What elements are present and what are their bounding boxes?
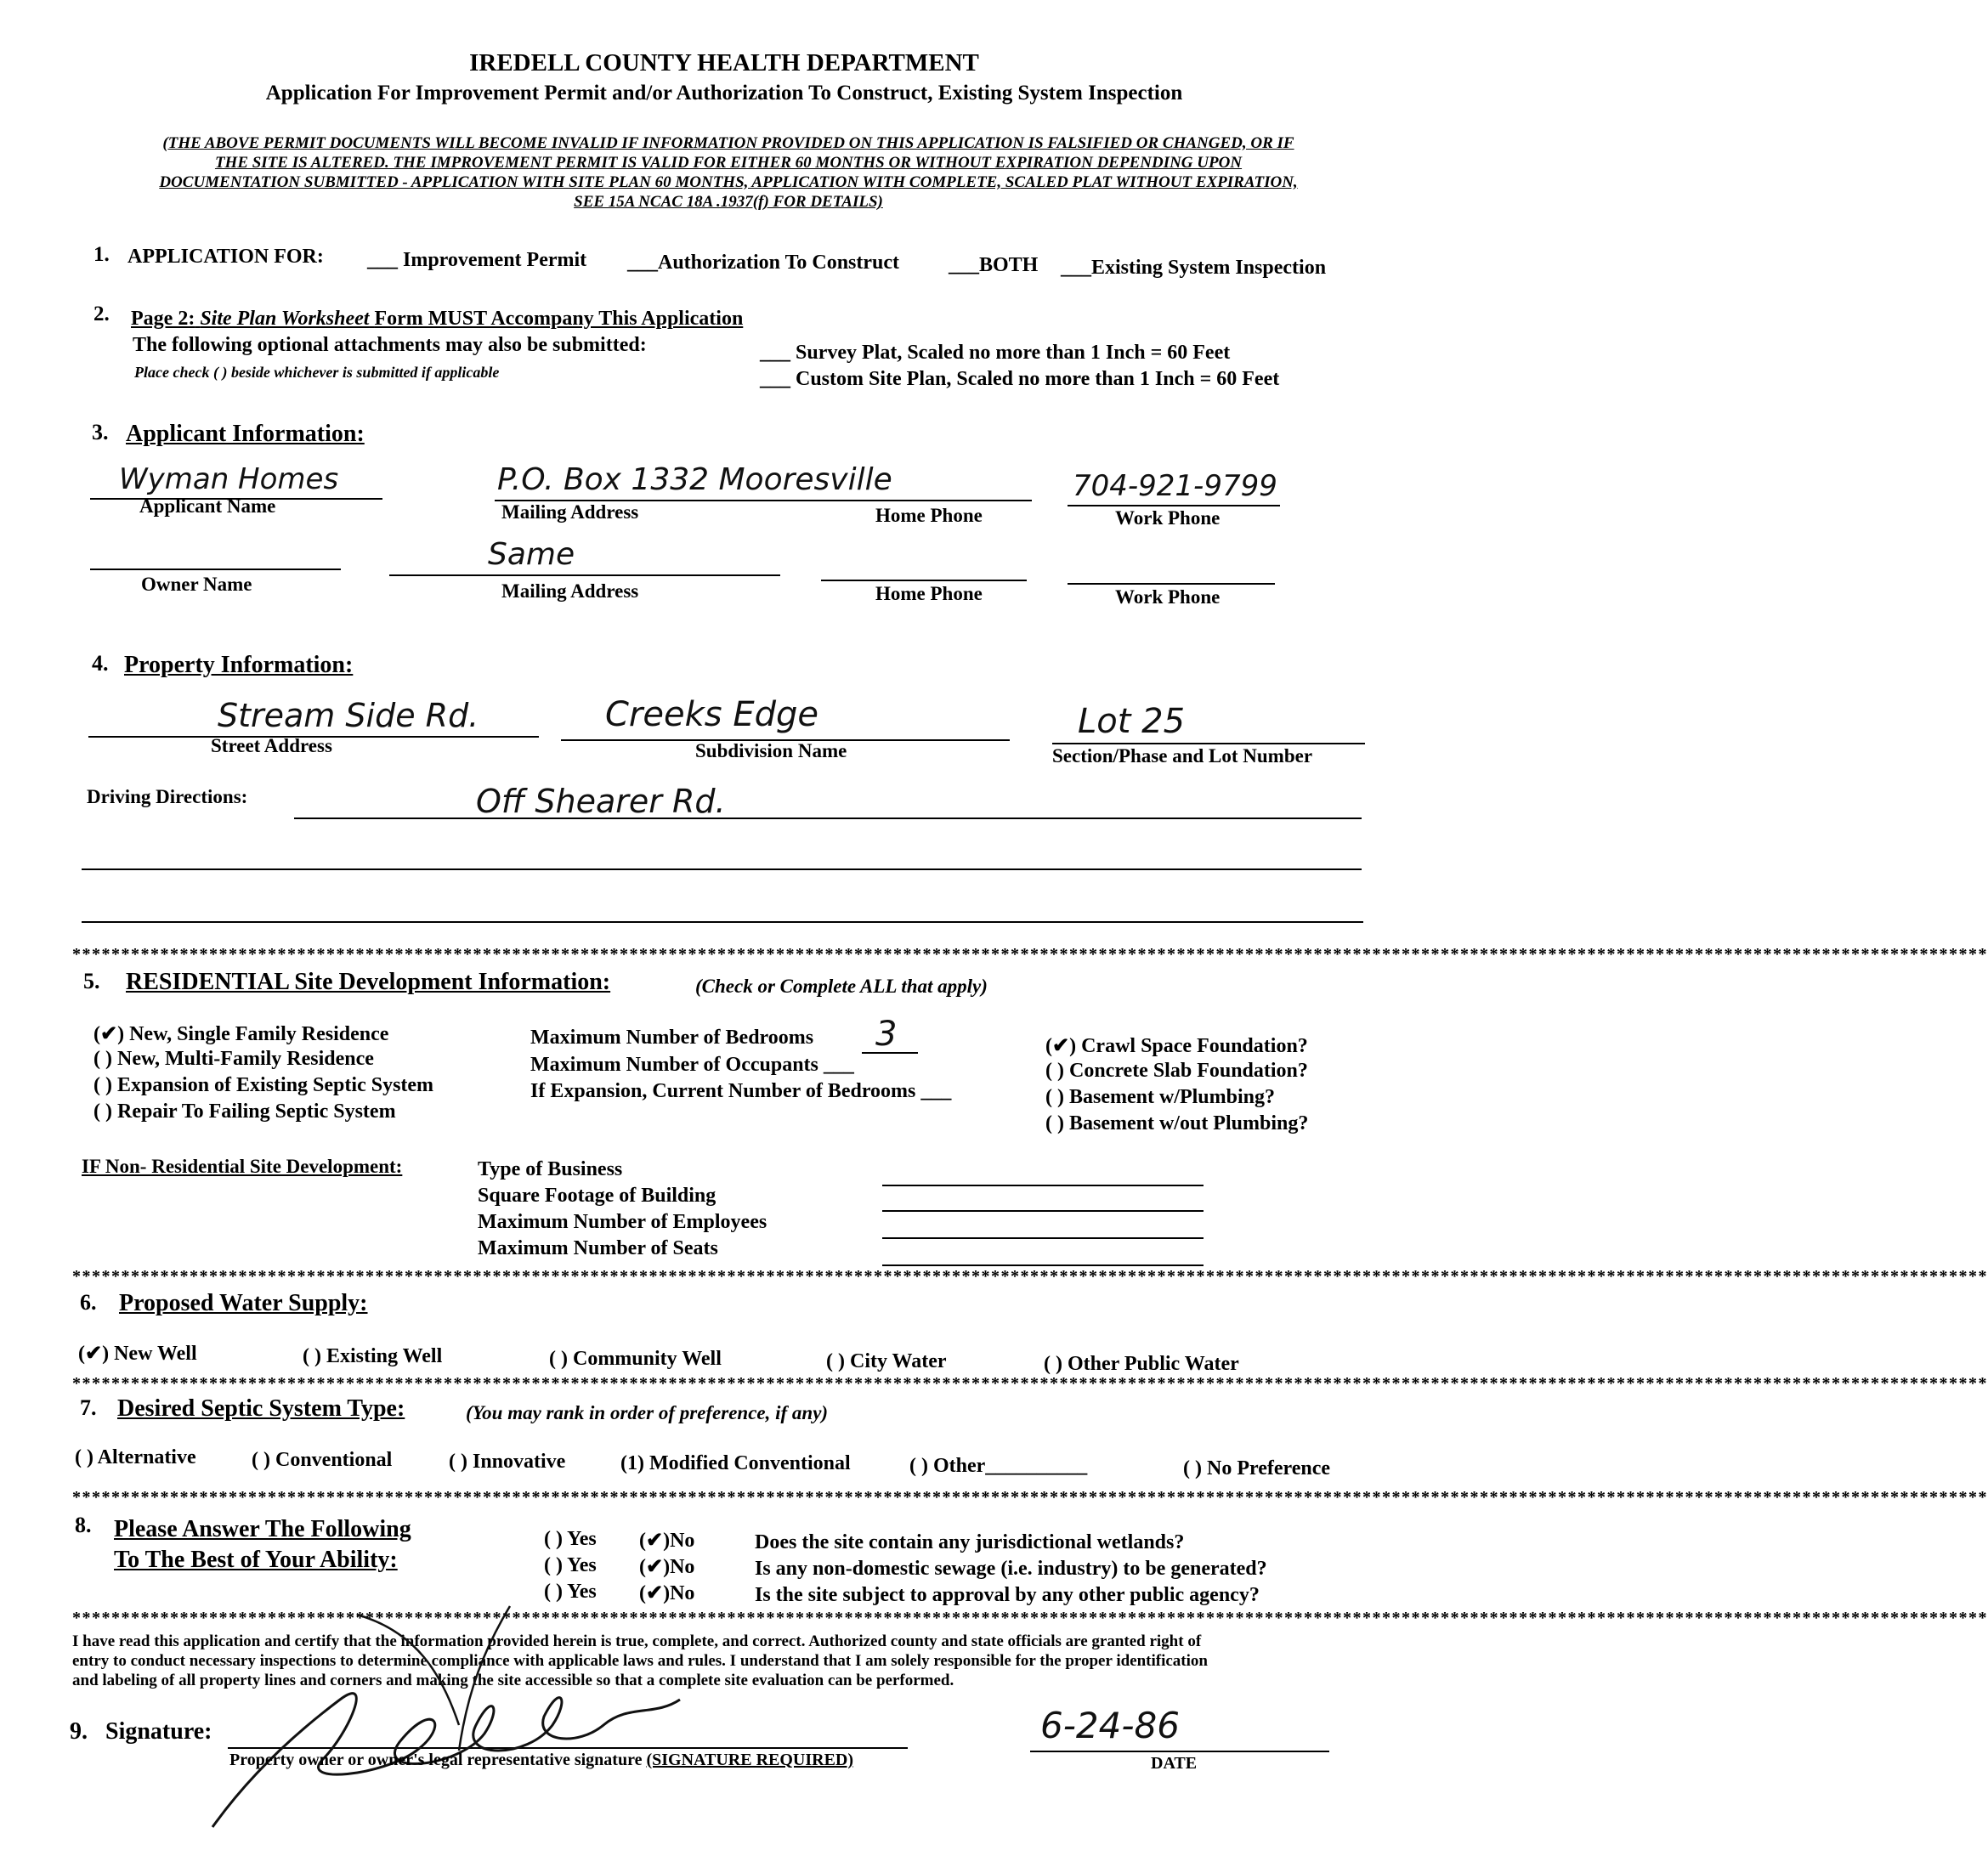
square-footage-label: Square Footage of Building: [478, 1185, 716, 1207]
owner-name-label: Owner Name: [141, 574, 252, 595]
owner-mailing-label: Mailing Address: [501, 580, 639, 602]
s2-note: Place check ( ) beside whichever is submitted if applicable: [134, 364, 500, 381]
s2-page2-prefix: Page 2:: [131, 308, 195, 330]
s1-number: 1.: [93, 243, 110, 266]
foundation-check-mark: ( ): [1045, 1112, 1064, 1134]
foundation-check-mark: ( ): [1045, 1060, 1064, 1082]
s3-title: Applicant Information:: [126, 421, 365, 447]
expansion-bedrooms-label[interactable]: If Expansion, Current Number of Bedrooms ___: [530, 1080, 952, 1102]
s5-subtitle: (Check or Complete ALL that apply): [695, 976, 988, 997]
subdivision-value[interactable]: Creeks Edge: [605, 695, 818, 734]
foundation-label: Basement w/Plumbing?: [1068, 1086, 1275, 1108]
driving-directions-label: Driving Directions:: [87, 786, 248, 807]
septic-option-label: Innovative: [472, 1451, 566, 1473]
s3-number: 3.: [92, 420, 109, 444]
s2-optional-text: The following optional attachments may also be submitted:: [133, 334, 647, 356]
s8-number: 8.: [75, 1513, 92, 1537]
water-check-mark: ( ): [1044, 1353, 1062, 1375]
septic-option-alternative[interactable]: [75, 1446, 196, 1469]
septic-mark: ( ): [1183, 1457, 1202, 1479]
s1-option-authorization[interactable]: ___Authorization To Construct: [627, 252, 900, 274]
applicant-name-value[interactable]: Wyman Homes: [119, 462, 339, 496]
owner-name-line: [90, 569, 341, 570]
date-line: [1030, 1751, 1329, 1752]
septic-option-label: Modified Conventional: [649, 1452, 851, 1474]
septic-option-modified-conventional[interactable]: [620, 1452, 851, 1475]
owner-mailing-value[interactable]: Same: [488, 537, 575, 572]
s4-number: 4.: [92, 651, 109, 676]
certification-line-1: I have read this application and certify that the information provided herein is true, complete, and correct. Authorized county and state officials are granted right of: [72, 1632, 1202, 1650]
res-check-mark: ( ): [93, 1074, 112, 1096]
foundation-label: Basement w/out Plumbing?: [1068, 1112, 1309, 1134]
q3-text: Is the site subject to approval by any other public agency?: [755, 1584, 1260, 1606]
work-phone-value[interactable]: 704-921-9799: [1073, 469, 1277, 503]
directions-line-1: [294, 818, 1362, 819]
s9-number: 9.: [70, 1718, 88, 1745]
foundation-label: Concrete Slab Foundation?: [1068, 1060, 1308, 1082]
foundation-basement-no-plumbing[interactable]: [1045, 1112, 1308, 1135]
separator-3: ****************************************************************************************************************************************************************************************************: [72, 1374, 1988, 1393]
q2-text: Is any non-domestic sewage (i.e. industry) to be generated?: [755, 1558, 1267, 1580]
signature-label: Signature:: [105, 1718, 212, 1745]
q2-no[interactable]: (✔)No: [639, 1556, 695, 1578]
s5-number: 5.: [83, 969, 100, 993]
water-option-existing-well[interactable]: [303, 1345, 442, 1368]
street-address-label: Street Address: [211, 735, 332, 756]
septic-mark: ( ): [75, 1446, 93, 1468]
owner-work-phone-line: [1068, 583, 1275, 585]
water-option-new-well[interactable]: [78, 1341, 197, 1366]
certification-line-3: and labeling of all property lines and corners and making the site accessible so that a complete site evaluation can be performed.: [72, 1672, 954, 1689]
page-subtitle: Application For Improvement Permit and/or Authorization To Construct, Existing System Inspection: [265, 82, 1183, 105]
s1-option-both[interactable]: ___BOTH: [949, 254, 1039, 276]
res-option-label: Expansion of Existing Septic System: [116, 1074, 434, 1096]
date-value[interactable]: 6-24-86: [1040, 1705, 1180, 1746]
applicant-name-label: Applicant Name: [139, 495, 276, 517]
water-option-city-water[interactable]: [826, 1350, 947, 1373]
water-check-mark: (✔): [78, 1343, 110, 1365]
septic-mark: ( ): [909, 1455, 928, 1477]
septic-option-label: Conventional: [275, 1449, 393, 1471]
mailing-address-label: Mailing Address: [501, 501, 639, 523]
s2-custom-site-plan[interactable]: ___ Custom Site Plan, Scaled no more than 1 Inch = 60 Feet: [760, 368, 1280, 390]
street-address-value[interactable]: Stream Side Rd.: [218, 697, 479, 734]
water-option-label: Community Well: [572, 1348, 722, 1370]
water-option-label: City Water: [849, 1350, 947, 1372]
q3-no[interactable]: (✔)No: [639, 1582, 695, 1604]
certification-line-2: entry to conduct necessary inspections to determine compliance with applicable laws and rules. I understand that I am solely responsible for the proper identification: [72, 1652, 1208, 1670]
separator-5: ****************************************************************************************************************************************************************************************************: [72, 1609, 1988, 1627]
septic-option-other[interactable]: [909, 1455, 1087, 1478]
foundation-concrete-slab[interactable]: [1045, 1060, 1308, 1083]
q2-yes[interactable]: ( ) Yes: [544, 1554, 597, 1576]
max-employees-line[interactable]: [882, 1237, 1204, 1239]
septic-mark: ( ): [252, 1449, 270, 1471]
max-seats-line[interactable]: [882, 1264, 1204, 1266]
water-check-mark: ( ): [303, 1345, 321, 1367]
owner-home-phone-label: Home Phone: [875, 583, 983, 604]
separator-2: ****************************************************************************************************************************************************************************************************: [72, 1267, 1988, 1286]
owner-mailing-line: [389, 574, 780, 576]
water-option-label: New Well: [114, 1343, 197, 1365]
water-option-label: Existing Well: [326, 1345, 443, 1367]
square-footage-line[interactable]: [882, 1210, 1204, 1212]
water-check-mark: ( ): [549, 1348, 568, 1370]
directions-line-3: [82, 921, 1363, 923]
s2-page2-requirement: [131, 308, 743, 331]
directions-line-2: [82, 868, 1362, 870]
lot-number-label: Section/Phase and Lot Number: [1052, 745, 1313, 767]
subdivision-label: Subdivision Name: [695, 740, 847, 761]
q3-yes[interactable]: ( ) Yes: [544, 1581, 597, 1603]
max-seats-label: Maximum Number of Seats: [478, 1237, 718, 1259]
signature-caption-text: Property owner or owner's legal representative signature: [229, 1751, 643, 1769]
signature-required-text: (SIGNATURE REQUIRED): [646, 1751, 854, 1769]
work-phone-line: [1068, 505, 1280, 506]
signature-caption: [229, 1751, 853, 1770]
owner-work-phone-label: Work Phone: [1115, 586, 1221, 608]
res-check-mark: (✔): [93, 1023, 125, 1045]
res-option-expansion[interactable]: [93, 1074, 433, 1097]
separator-1: ****************************************************************************************************************************************************************************************************: [72, 945, 1988, 964]
s2-page2-italic: Site Plan Worksheet: [200, 308, 370, 330]
type-of-business-label: Type of Business: [478, 1158, 623, 1180]
max-bedrooms-value[interactable]: 3: [875, 1015, 898, 1054]
s2-survey-plat[interactable]: ___ Survey Plat, Scaled no more than 1 Inch = 60 Feet: [760, 342, 1231, 364]
res-check-mark: ( ): [93, 1100, 112, 1123]
notice-line-3: DOCUMENTATION SUBMITTED - APPLICATION WITH SITE PLAN 60 MONTHS, APPLICATION WITH COMPLETE, SCALED PLAT WITHOUT EXPIRATION,: [159, 173, 1298, 191]
septic-option-label: Other__________: [932, 1455, 1088, 1477]
notice-line-2: THE SITE IS ALTERED. THE IMPROVEMENT PERMIT IS VALID FOR EITHER 60 MONTHS OR WITHOUT EXPIRATION DEPENDING UPON: [214, 154, 1243, 172]
septic-option-conventional[interactable]: [252, 1449, 392, 1472]
water-check-mark: ( ): [826, 1350, 845, 1372]
foundation-basement-plumbing[interactable]: [1045, 1086, 1275, 1109]
s2-number: 2.: [93, 303, 110, 325]
driving-directions-value[interactable]: Off Shearer Rd.: [476, 783, 726, 820]
type-of-business-line[interactable]: [882, 1185, 1204, 1186]
mailing-address-value[interactable]: P.O. Box 1332 Mooresville: [497, 462, 892, 497]
separator-4: ****************************************************************************************************************************************************************************************************: [72, 1488, 1988, 1507]
foundation-check-mark: (✔): [1045, 1035, 1077, 1057]
signature-scribble: [204, 1598, 731, 1853]
s1-label: APPLICATION FOR:: [127, 246, 324, 268]
s1-option-improvement-permit[interactable]: ___ Improvement Permit: [367, 249, 587, 271]
home-phone-label: Home Phone: [875, 505, 983, 526]
s2-page2-rest: Form MUST Accompany This Application: [374, 308, 744, 330]
s4-title: Property Information:: [124, 652, 354, 678]
page-title: IREDELL COUNTY HEALTH DEPARTMENT: [469, 49, 979, 76]
q1-no[interactable]: (✔)No: [639, 1530, 695, 1552]
max-employees-label: Maximum Number of Employees: [478, 1211, 767, 1233]
foundation-label: Crawl Space Foundation?: [1081, 1035, 1308, 1057]
res-option-label: Repair To Failing Septic System: [116, 1100, 396, 1123]
septic-mark: (1): [620, 1452, 644, 1474]
res-option-multi-family[interactable]: [93, 1048, 374, 1071]
septic-option-label: Alternative: [97, 1446, 196, 1468]
septic-option-no-preference[interactable]: [1183, 1457, 1330, 1480]
date-label: DATE: [1151, 1754, 1198, 1773]
s5-title: RESIDENTIAL Site Development Information:: [126, 969, 611, 995]
foundation-check-mark: ( ): [1045, 1086, 1064, 1108]
max-bedrooms-line: [862, 1052, 918, 1054]
water-option-community-well[interactable]: [549, 1348, 722, 1371]
non-residential-label: IF Non- Residential Site Development:: [82, 1156, 403, 1177]
water-option-other-public[interactable]: [1044, 1353, 1239, 1376]
notice-line-4: SEE 15A NCAC 18A .1937(f) FOR DETAILS): [574, 193, 883, 211]
s7-title: Desired Septic System Type:: [117, 1395, 405, 1422]
s8-title-line-1: Please Answer The Following: [114, 1516, 411, 1542]
s7-subtitle: (You may rank in order of preference, if any): [466, 1402, 829, 1423]
max-occupants-label[interactable]: Maximum Number of Occupants ___: [530, 1054, 854, 1076]
s8-title-line-2: To The Best of Your Ability:: [114, 1547, 398, 1573]
q1-text: Does the site contain any jurisdictional wetlands?: [755, 1531, 1185, 1553]
notice-line-1: (THE ABOVE PERMIT DOCUMENTS WILL BECOME INVALID IF INFORMATION PROVIDED ON THIS APPLICATION IS FALSIFIED OR CHANGED, OR IF: [162, 134, 1294, 152]
s1-option-existing-inspection[interactable]: ___Existing System Inspection: [1061, 257, 1327, 279]
q1-yes[interactable]: ( ) Yes: [544, 1528, 597, 1550]
res-option-single-family[interactable]: [93, 1021, 388, 1046]
septic-option-innovative[interactable]: [449, 1451, 565, 1474]
s7-number: 7.: [80, 1395, 97, 1420]
lot-number-value[interactable]: Lot 25: [1078, 702, 1186, 741]
work-phone-label: Work Phone: [1115, 507, 1221, 529]
s6-number: 6.: [80, 1290, 97, 1315]
s6-title: Proposed Water Supply:: [119, 1290, 368, 1316]
res-option-label: New, Single Family Residence: [129, 1023, 389, 1045]
water-option-label: Other Public Water: [1067, 1353, 1239, 1375]
res-option-label: New, Multi-Family Residence: [116, 1048, 374, 1070]
max-bedrooms-label: Maximum Number of Bedrooms: [530, 1027, 814, 1049]
foundation-crawl-space[interactable]: [1045, 1033, 1308, 1058]
lot-number-line: [1052, 743, 1365, 744]
res-check-mark: ( ): [93, 1048, 112, 1070]
res-option-repair[interactable]: [93, 1100, 396, 1123]
septic-option-label: No Preference: [1206, 1457, 1331, 1479]
owner-home-phone-line: [821, 580, 1027, 581]
septic-mark: ( ): [449, 1451, 467, 1473]
